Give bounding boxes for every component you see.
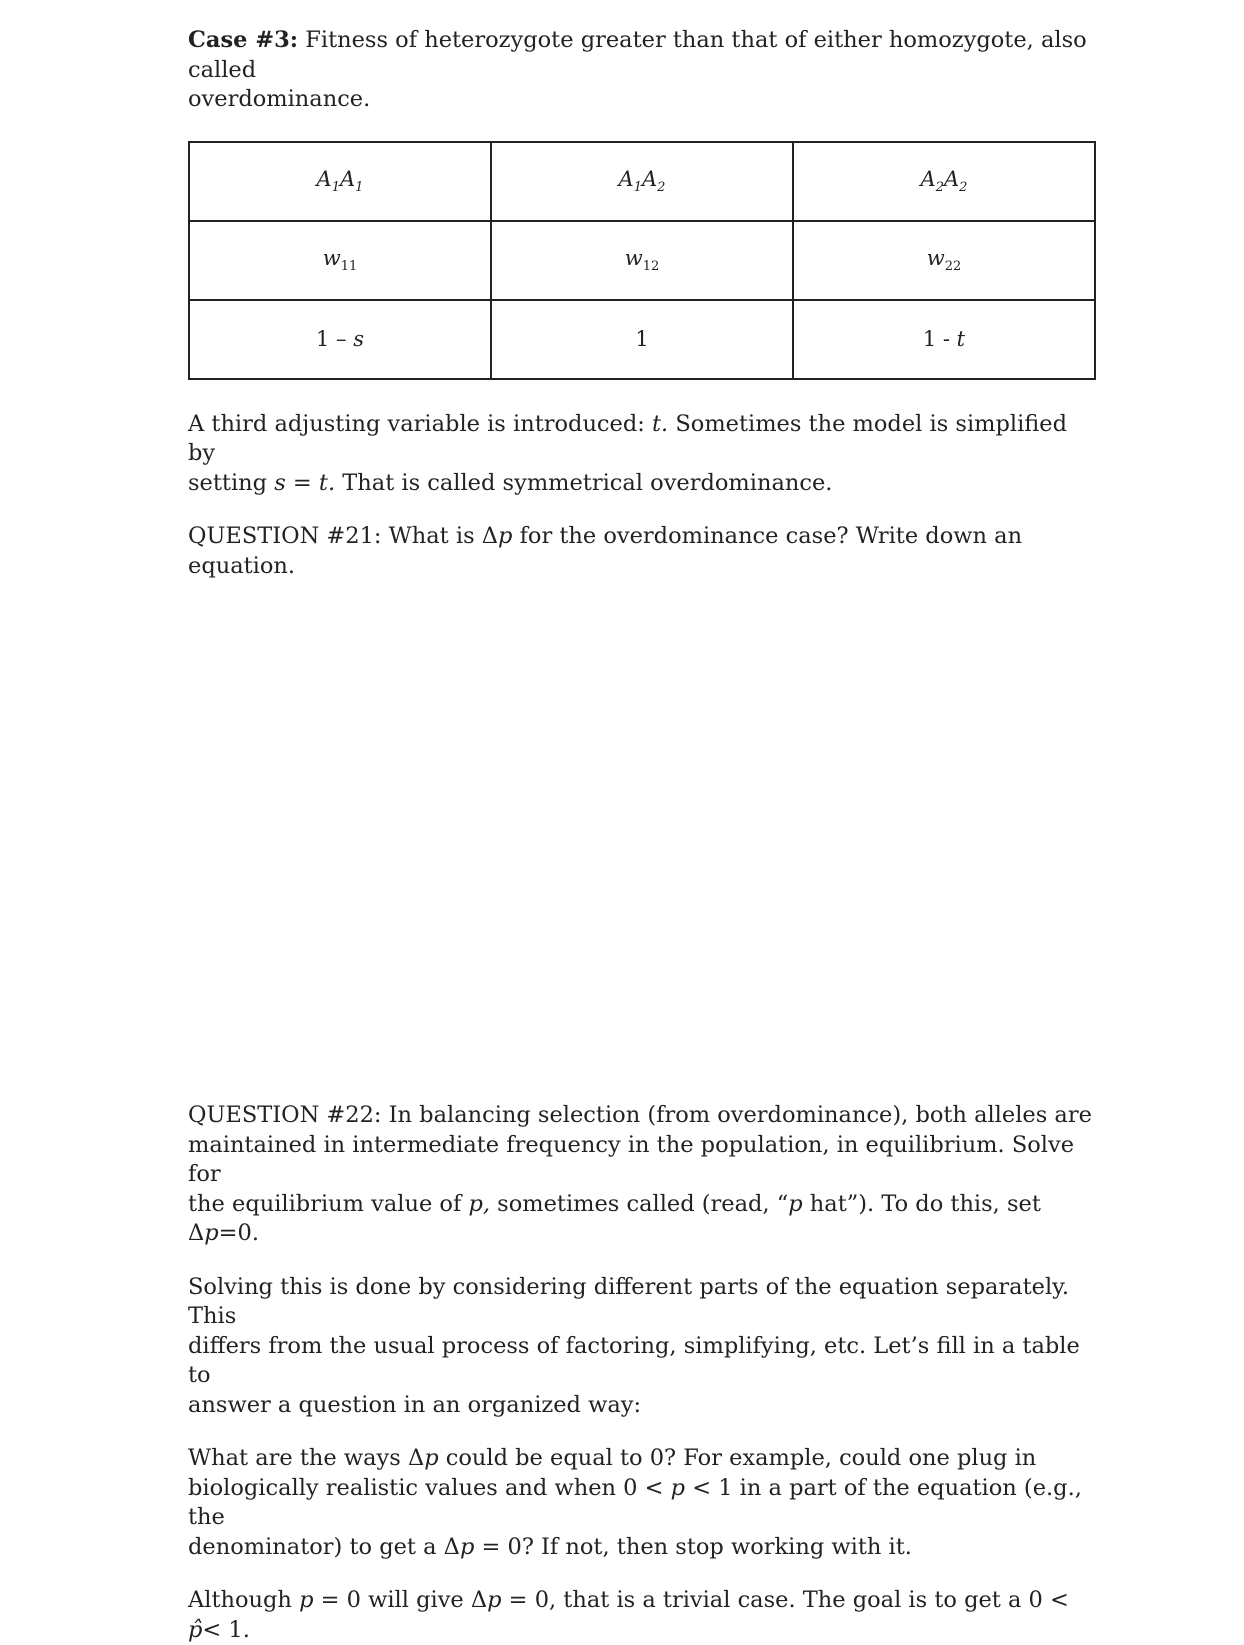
trivial-case-paragraph: Although p = 0 will give Δp = 0, that is a trivial case. The goal is to get a 0 < p̂< 1. [188,1587,1069,1643]
document-page [188,26,1098,1645]
fitness-symbol-cell: $w_{12}$ [491,221,793,300]
fitness-symbol-cell: $w_{22}$ [793,221,1095,300]
fitness-symbol-row [189,221,1095,300]
question-22: QUESTION #22: In balancing selection (from overdominance), both alleles are maintained in intermediate frequency in the population, in equilibrium. Solve for the equilibrium value of p, sometimes called (read, “p hat”). To do this, set Δp=0. [188,1102,1092,1246]
solving-paragraph: Solving this is done by considering different parts of the equation separately. This differs from the usual process of factoring, simplifying, etc. Let’s fill in a table to answer a question in an organized way: [188,1273,1080,1418]
ways-paragraph: What are the ways Δp could be equal to 0? For example, could one plug in biologically realistic values and when 0 < p < 1 in a part of the equation (e.g., the denominator) to get a Δp = 0? If not, then stop working with it. [188,1445,1082,1560]
case-text-2: overdominance. [188,86,371,112]
genotype-cell: $A_2A_2$ [793,142,1095,221]
case-label: Case #3: [188,27,299,53]
genotype-cell: $A_1A_2$ [491,142,793,221]
genotype-cell: $A_1A_1$ [189,142,491,221]
case-heading [188,26,1098,115]
fitness-value-cell: 1 - t [793,300,1095,379]
fitness-value-cell: 1 [491,300,793,379]
fitness-symbol-cell: $w_{11}$ [189,221,491,300]
genotype-row [189,142,1095,221]
fitness-table [188,141,1096,380]
case-text: Fitness of heterozygote greater than that of either homozygote, also called [188,27,1087,83]
intro-paragraph: A third adjusting variable is introduced: t. Sometimes the model is simplified by setting s = t. That is called symmetrical overdominance. [188,410,1067,496]
fitness-value-cell: 1 – s [189,300,491,379]
fitness-value-row [189,300,1095,379]
question-21: QUESTION #21: What is Δp for the overdominance case? Write down an equation. [188,523,1023,579]
